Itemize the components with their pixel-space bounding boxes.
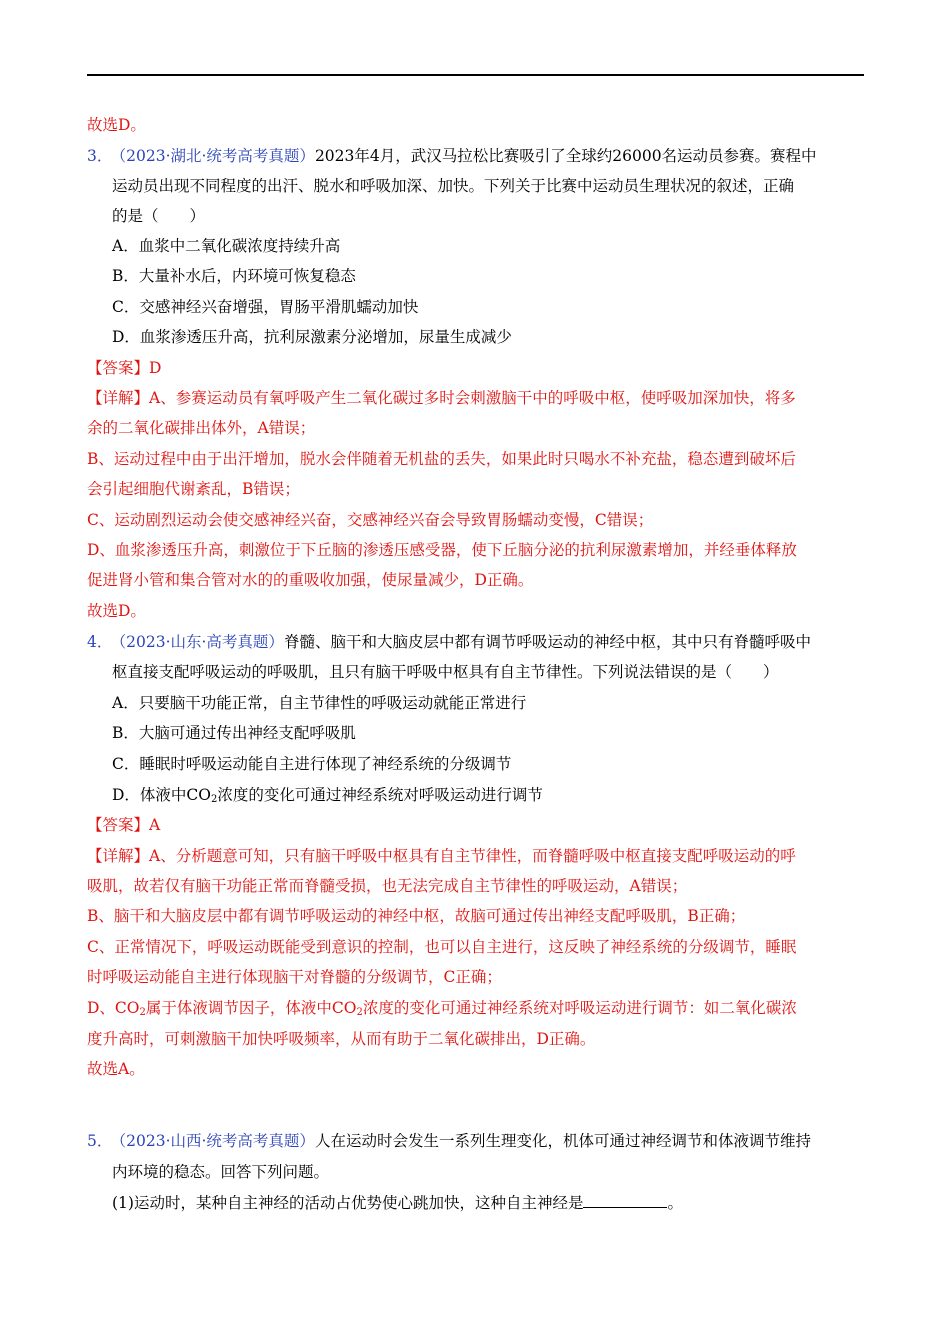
conclusion: 故选D。 — [87, 602, 146, 620]
answer: 【答案】D — [87, 359, 162, 377]
question-stem: 2023年4月，武汉马拉松比赛吸引了全球约26000名运动员参赛。赛程中 — [314, 147, 817, 165]
question-source: （2023·湖北·统考高考真题） — [118, 147, 315, 165]
question-number: 4． — [87, 633, 113, 651]
detail-line: C、运动剧烈运动会使交感神经兴奋，交感神经兴奋会导致胃肠蠕动变慢，C错误； — [87, 511, 654, 529]
option-b: B．大量补水后，内环境可恢复稳态 — [112, 267, 356, 285]
header-rule — [87, 74, 864, 76]
detail-line: B、脑干和大脑皮层中都有调节呼吸运动的神经中枢，故脑可通过传出神经支配呼吸肌，B正确； — [87, 907, 746, 925]
detail-line: 会引起细胞代谢紊乱，B错误； — [87, 480, 300, 498]
detail-text: 属于体液调节因子，体液中CO — [145, 999, 357, 1017]
question-number: 5． — [87, 1132, 113, 1150]
option-d: D．血浆渗透压升高，抗利尿激素分泌增加，尿量生成减少 — [112, 328, 512, 346]
prev-conclusion: 故选D。 — [87, 116, 146, 134]
sub-question-1 — [112, 1192, 683, 1213]
option-b: B．大脑可通过传出神经支配呼吸肌 — [112, 724, 356, 742]
subscript: 2 — [356, 1007, 363, 1018]
subscript: 2 — [211, 794, 218, 805]
detail-line: 度升高时，可刺激脑干加快呼吸频率，从而有助于二氧化碳排出，D正确。 — [87, 1030, 596, 1048]
option-a: A．只要脑干功能正常，自主节律性的呼吸运动就能正常进行 — [112, 694, 527, 712]
option-d — [112, 785, 543, 805]
answer: 【答案】A — [87, 816, 161, 834]
question-stem: 枢直接支配呼吸运动的呼吸肌，且只有脑干呼吸中枢具有自主节律性。下列说法错误的是（ ） — [112, 663, 779, 681]
detail-line: 促进肾小管和集合管对水的的重吸收加强，使尿量减少，D正确。 — [87, 571, 534, 589]
detail-line: 【详解】A、分析题意可知，只有脑干呼吸中枢具有自主节律性，而脊髓呼吸中枢直接支配呼吸运动的呼 — [87, 847, 796, 865]
conclusion: 故选A。 — [87, 1060, 145, 1078]
question-5-first-line — [87, 1131, 811, 1151]
option-c: C．睡眠时呼吸运动能自主进行体现了神经系统的分级调节 — [112, 755, 512, 773]
detail-line: 【详解】A、参赛运动员有氧呼吸产生二氧化碳过多时会刺激脑干中的呼吸中枢，使呼吸加深加快，将多 — [87, 389, 796, 407]
detail-line: C、正常情况下，呼吸运动既能受到意识的控制，也可以自主进行，这反映了神经系统的分级调节，睡眠 — [87, 938, 797, 956]
detail-line: 余的二氧化碳排出体外，A错误； — [87, 419, 316, 437]
question-stem: 脊髓、脑干和大脑皮层中都有调节呼吸运动的神经中枢，其中只有脊髓呼吸中 — [283, 633, 811, 651]
detail-text: 浓度的变化可通过神经系统对呼吸运动进行调节：如二氧化碳浓 — [362, 999, 797, 1017]
detail-line: B、运动过程中由于出汗增加，脱水会伴随着无机盐的丢失，如果此时只喝水不补充盐，稳态遭到破坏后 — [87, 450, 796, 468]
detail-line: D、血浆渗透压升高，刺激位于下丘脑的渗透压感受器，使下丘脑分泌的抗利尿激素增加，并经垂体释放 — [87, 541, 797, 559]
question-source: （2023·山东·高考真题） — [118, 633, 284, 651]
answer-blank[interactable] — [583, 1192, 667, 1208]
question-source: （2023·山西·统考高考真题） — [118, 1132, 315, 1150]
question-stem: 运动员出现不同程度的出汗、脱水和呼吸加深、加快。下列关于比赛中运动员生理状况的叙述，正确 — [112, 177, 795, 195]
option-a: A．血浆中二氧化碳浓度持续升高 — [112, 237, 341, 255]
detail-line: 吸肌，故若仅有脑干功能正常而脊髓受损，也无法完成自主节律性的呼吸运动，A错误； — [87, 877, 688, 895]
option-c: C．交感神经兴奋增强，胃肠平滑肌蠕动加快 — [112, 298, 419, 316]
question-4-first-line — [87, 632, 811, 652]
detail-text: D、CO — [87, 999, 140, 1017]
question-stem: 的是（ ） — [112, 207, 206, 225]
question-number: 3． — [87, 147, 113, 165]
option-d-text: D．体液中CO — [112, 786, 211, 804]
question-stem: 内环境的稳态。回答下列问题。 — [112, 1163, 330, 1181]
subscript: 2 — [139, 1007, 146, 1018]
sub-question-end: 。 — [667, 1194, 683, 1212]
sub-question-text: (1)运动时，某种自主神经的活动占优势使心跳加快，这种自主神经是 — [112, 1194, 584, 1212]
question-stem: 人在运动时会发生一系列生理变化，机体可通过神经调节和体液调节维持 — [314, 1132, 811, 1150]
option-d-text: 浓度的变化可通过神经系统对呼吸运动进行调节 — [217, 786, 543, 804]
detail-line — [87, 998, 797, 1018]
question-3-first-line — [87, 146, 817, 166]
detail-line: 时呼吸运动能自主进行体现脑干对脊髓的分级调节，C正确； — [87, 968, 502, 986]
